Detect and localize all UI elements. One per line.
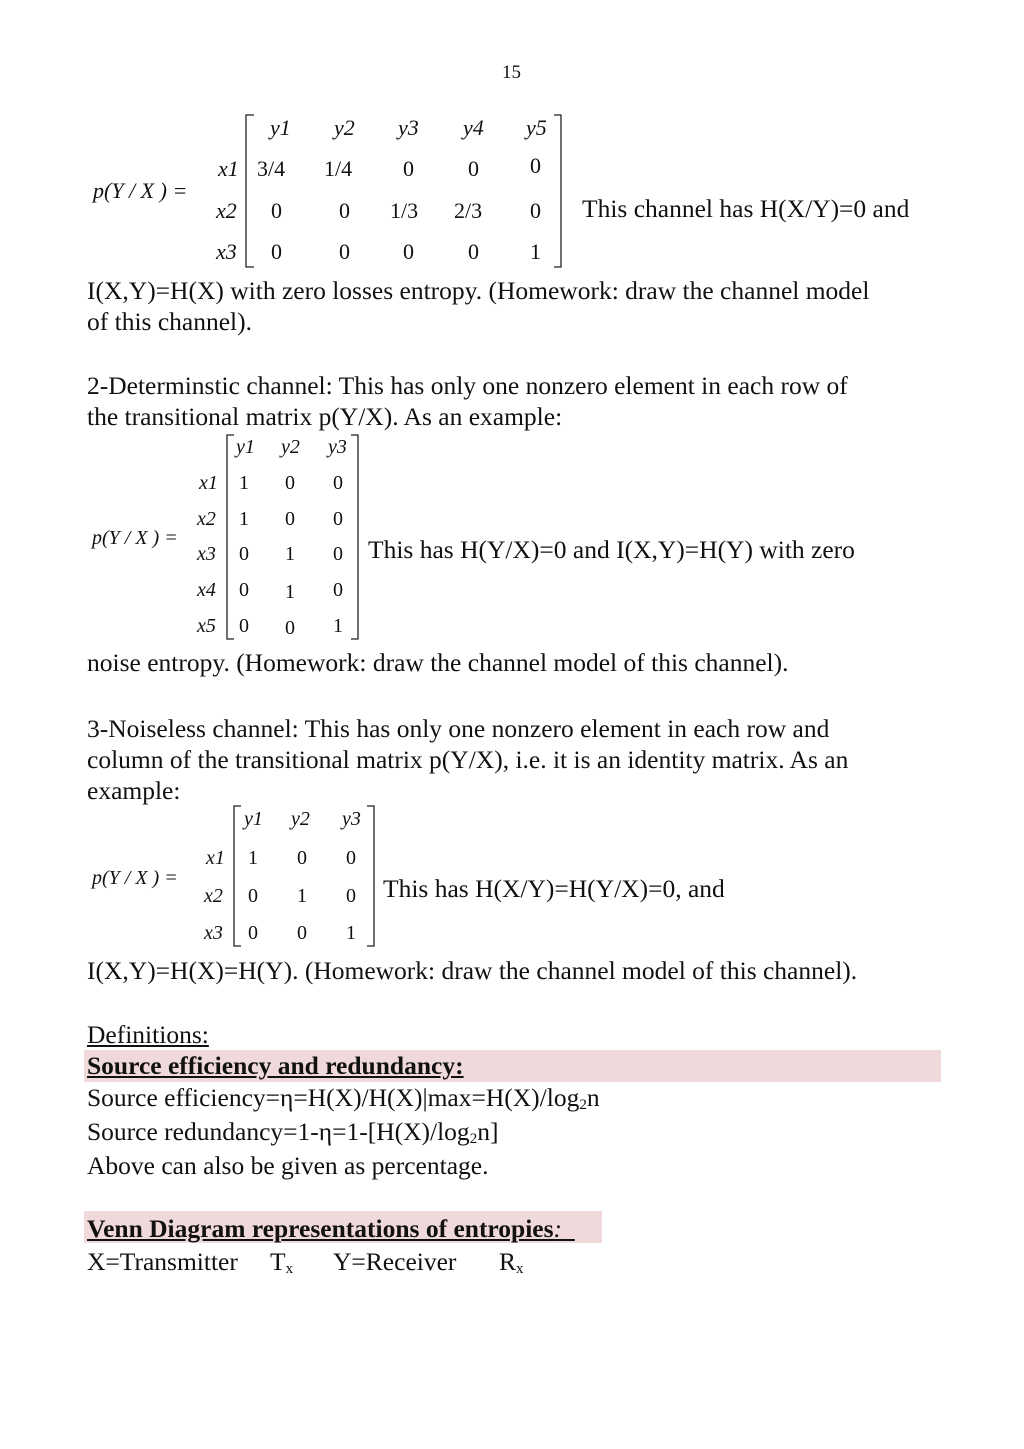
matrix1-row-label: x3 (216, 239, 237, 264)
matrix2-cell: 0 (239, 615, 249, 637)
matrix1-cell: 0 (530, 198, 541, 223)
efficiency-formula: Source $efficiency=\eta=H(X)/H(X)|\max=H(X)/\log_2n$ (87, 1083, 600, 1113)
transmitter-symbol: $T_x$ (270, 1247, 294, 1277)
matrix2-brackets (224, 433, 384, 643)
matrix1-cell: 0 (271, 198, 282, 223)
matrix1-row-label: x2 (216, 198, 237, 223)
matrix3-label: p(Y / X ) = (92, 867, 178, 889)
matrix1-cell: 0 (271, 239, 282, 264)
matrix3-col-header: y2 (291, 808, 310, 830)
transmitter-label: X=Transmitter (87, 1247, 238, 1276)
matrix2-cell: 0 (239, 543, 249, 565)
matrix1-row-label: x1 (218, 156, 239, 181)
matrix2-cell: 1 (285, 581, 295, 603)
matrix1-cell: 0 (530, 153, 541, 178)
matrix2-row-label: x5 (197, 615, 216, 637)
matrix1-col-header: y5 (526, 115, 547, 140)
page-number: 15 (502, 62, 521, 83)
matrix3-cell: 1 (346, 922, 356, 944)
matrix1-cell: 0 (339, 198, 350, 223)
definitions-heading: Definitions: (87, 1020, 209, 1049)
matrix1-cell: 1/3 (390, 198, 419, 223)
paragraph: 3-Noiseless channel: This has only one nonzero element in each row and (87, 714, 830, 743)
matrix3-cell: 0 (346, 885, 356, 907)
paragraph: column of the transitional matrix p(Y/X), i.e. it is an identity matrix. As an (87, 745, 849, 774)
matrix2-cell: 0 (239, 579, 249, 601)
matrix2-row-label: x2 (197, 508, 216, 530)
matrix1-label: p(Y / X ) = (93, 178, 188, 203)
matrix2-cell: 0 (285, 472, 295, 494)
matrix1-cell: 1/4 (324, 156, 353, 181)
matrix3-cell: 0 (248, 885, 258, 907)
matrix2-cell: 0 (333, 543, 343, 565)
paragraph: 2-Determinstic channel: This has only one nonzero element in each row of (87, 371, 848, 400)
matrix2-row-label: x1 (199, 472, 218, 494)
matrix1-col-header: y2 (334, 115, 355, 140)
matrix3-cell: 0 (297, 922, 307, 944)
matrix2-cell: 1 (239, 472, 249, 494)
section2-heading: Venn Diagram representations of entropies: (87, 1214, 563, 1243)
matrix3-cell: 0 (297, 847, 307, 869)
matrix1-cell: 3/4 (257, 156, 286, 181)
matrix2-cell: 1 (333, 615, 343, 637)
matrix1-col-header: y3 (398, 115, 419, 140)
matrix1-cell: 0 (403, 239, 414, 264)
matrix1-col-header: y1 (270, 115, 291, 140)
matrix2-cell: 1 (239, 508, 249, 530)
matrix1-cell: 0 (403, 156, 414, 181)
matrix3-cell: 1 (297, 885, 307, 907)
matrix3-col-header: y3 (342, 808, 361, 830)
redundancy-formula: Source $redundancy=1-\eta=1-[H(X)/\log_2n]$ (87, 1117, 499, 1147)
matrix2-row-label: x3 (197, 543, 216, 565)
section1-heading: Source efficiency and redundancy: (87, 1051, 464, 1080)
percentage-note: Above can also be given as percentage. (87, 1151, 489, 1180)
matrix2-cell: 0 (333, 508, 343, 530)
matrix2-col-header: y2 (281, 436, 300, 458)
paragraph: I(X,Y)=H(X)=H(Y). (Homework: draw the channel model of this channel). (87, 956, 858, 985)
paragraph: example: (87, 776, 181, 805)
matrix3-cell: 0 (248, 922, 258, 944)
matrix1-cell: 0 (468, 239, 479, 264)
paragraph: noise entropy. (Homework: draw the channel model of this channel). (87, 648, 789, 677)
paragraph: of this channel). (87, 307, 252, 336)
matrix2-cell: 0 (333, 579, 343, 601)
matrix2-cell: 0 (333, 472, 343, 494)
matrix2-cell: 0 (285, 508, 295, 530)
matrix2-side-text: This has H(Y/X)=0 and I(X,Y)=H(Y) with zero (368, 535, 855, 564)
receiver-symbol: $R_x$ (499, 1247, 524, 1277)
matrix3-col-header: y1 (244, 808, 263, 830)
matrix2-col-header: y3 (328, 436, 347, 458)
matrix1-cell: 0 (468, 156, 479, 181)
matrix2-row-label: x4 (197, 579, 216, 601)
paragraph: I(X,Y)=H(X) with zero losses entropy. (Homework: draw the channel model (87, 276, 870, 305)
matrix2-cell: 1 (285, 543, 295, 565)
matrix1-cell: 1 (530, 239, 541, 264)
matrix3-cell: 0 (346, 847, 356, 869)
matrix1-cell: 0 (339, 239, 350, 264)
matrix3-side-text: This has H(X/Y)=H(Y/X)=0, and (383, 874, 725, 903)
receiver-label: Y=Receiver (333, 1247, 457, 1276)
matrix2-label: p(Y / X ) = (92, 527, 178, 549)
paragraph: the transitional matrix p(Y/X). As an example: (87, 402, 563, 431)
matrix1-col-header: y4 (463, 115, 484, 140)
matrix3-row-label: x1 (206, 847, 225, 869)
matrix3-cell: 1 (248, 847, 258, 869)
matrix1-side-text: This channel has H(X/Y)=0 and (582, 194, 910, 223)
matrix3-row-label: x2 (204, 885, 223, 907)
matrix2-col-header: y1 (236, 436, 255, 458)
matrix2-cell: 0 (285, 617, 295, 639)
matrix3-row-label: x3 (204, 922, 223, 944)
matrix1-cell: 2/3 (454, 198, 483, 223)
